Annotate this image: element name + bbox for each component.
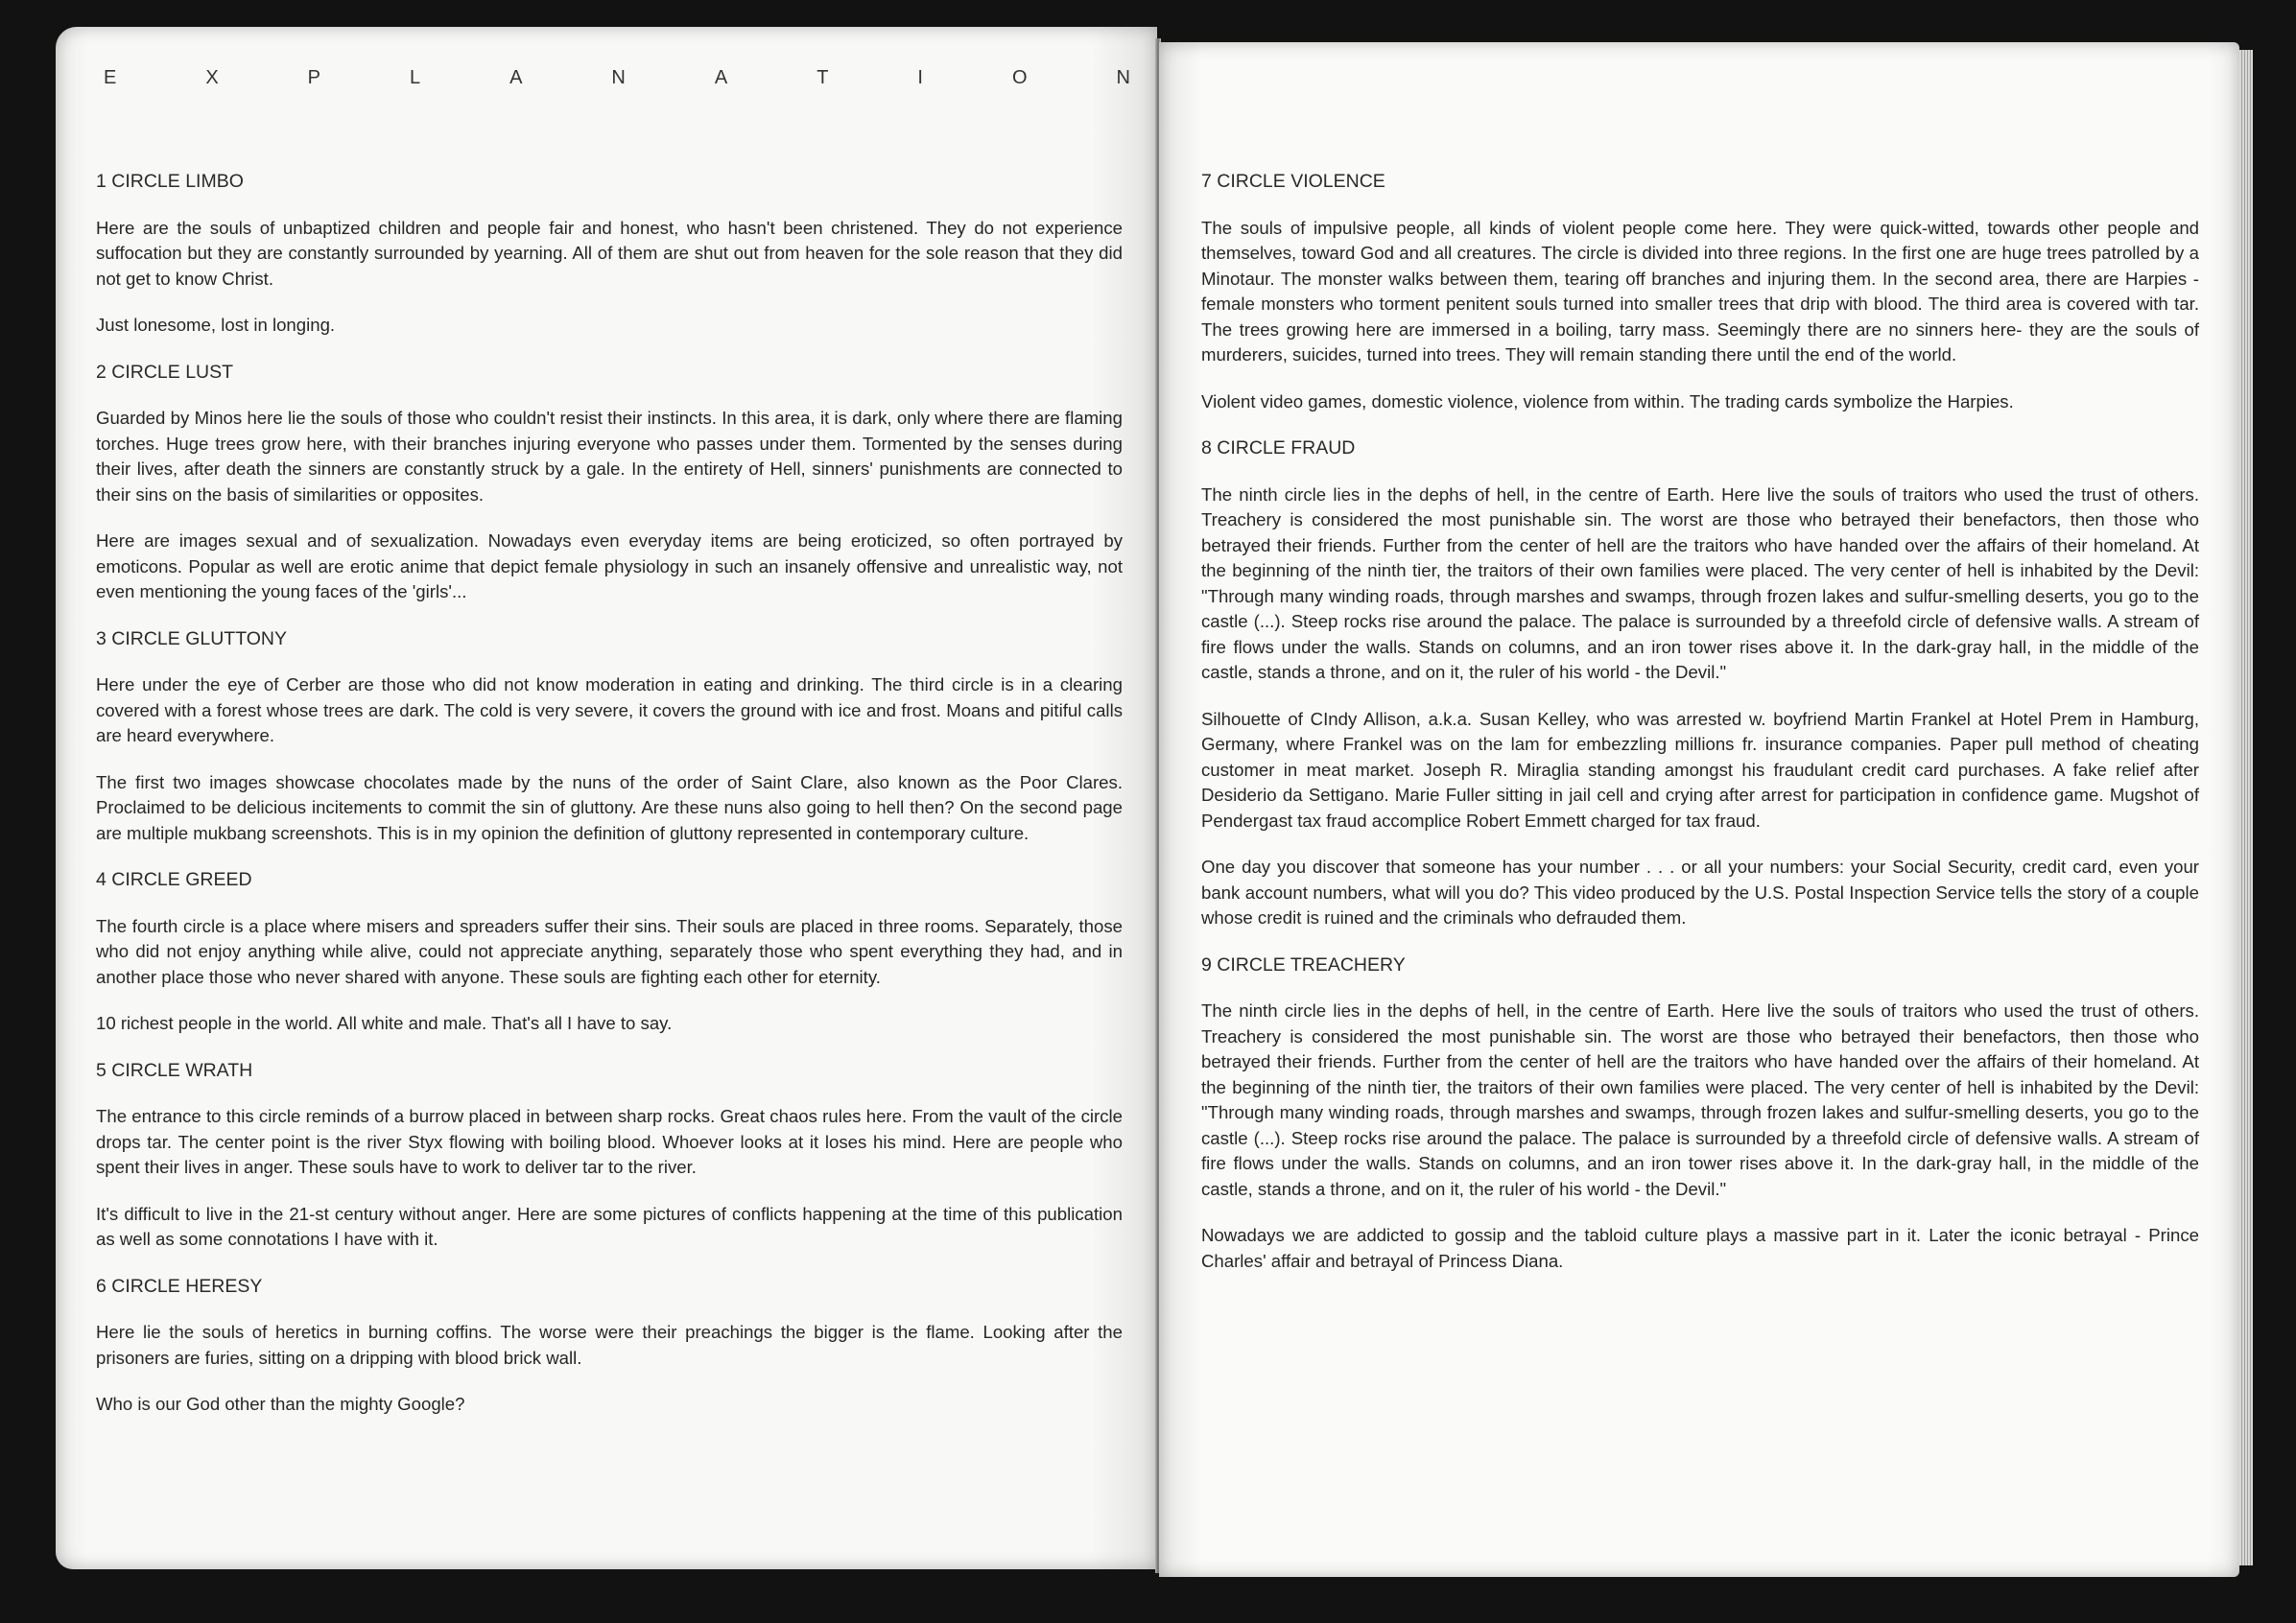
section-paragraph: The fourth circle is a place where misers and spreaders suffer their sins. Their souls are placed in three rooms. Separately, those who did not enjoy anything while alive, could not appreciate anything, separately those who spent everything they had, and in another place those who never shared with anyone. These souls are fighting each other for eternity. [96,915,1123,987]
section-heading: 2 CIRCLE LUST [96,361,234,383]
section-heading: 8 CIRCLE FRAUD [1201,437,1356,459]
title-letter: X [205,67,219,88]
section-heading: 1 CIRCLE LIMBO [96,171,244,192]
section-heading: 5 CIRCLE WRATH [96,1059,253,1081]
left-column [96,169,1123,1439]
section-heading: 4 CIRCLE GREED [96,869,252,890]
section-paragraph: Guarded by Minos here lie the souls of those who couldn't resist their instincts. In this area, it is dark, only where there are flaming torches. Huge trees grow here, with their branches injuring everyone who passes under them. Tormented by the senses during their lives, after death the sinners are constantly struck by a gale. In the entirety of Hell, sinners' punishments are connected to their sins on the basis of similarities or opposites. [96,408,1123,505]
section-paragraph: The entrance to this circle reminds of a burrow placed in between sharp rocks. Great chaos rules here. From the vault of the circle drops tar. The center point is the river Styx flowing with boiling blood. Whoever looks at it loses his mind. Here are people who spent their lives in anger. These souls have to work to deliver tar to the river. [96,1106,1123,1177]
title-letter: O [1011,67,1028,88]
section-paragraph: Just lonesome, lost in longing. [96,315,336,335]
section-paragraph: The ninth circle lies in the dephs of hell, in the centre of Earth. Here live the souls of traitors who used the trust of others. Treachery is considered the most punishable sin. The worst are those who betrayed their benefactors, then those who betrayed their friends. Further from the center of hell are the traitors who have handed over the affairs of their homeland. At the beginning of the ninth tier, the traitors of their own families were placed. The very center of hell is inhabited by the Devil: "Through many winding roads, through marshes and swamps, through frozen lakes and sulfur-smelling deserts, you go to the castle (...). Steep rocks rise around the palace. The palace is surrounded by a threefold circle of defensive walls. A stream of fire flows under the walls. Stands on columns, and an iron tower rises above it. In the dark-gray hall, in the middle of the castle, stands a throne, and on it, the ruler of his world - the Devil." [1201,483,2199,682]
section-paragraph: Silhouette of CIndy Allison, a.k.a. Susan Kelley, who was arrested w. boyfriend Martin Frankel at Hotel Prem in Hamburg, Germany, where Frankel was on the lam for embezzling millions fr. insurance companies. Paper pull method of cheating customer in meat market. Joseph R. Miraglia standing amongst his fraudulant credit card purchases. A fake relief after Desiderio da Settigano. Marie Fuller sitting in jail cell and crying after arrest for participation in confidence game. Mugshot of Pendergast tax fraud accomplice Robert Emmett charged for tax fraud. [1201,708,2199,831]
section-paragraph: The souls of impulsive people, all kinds of violent people come here. They were quick-witted, towards other people and themselves, toward God and all creatures. The circle is divided into three regions. In the first one are huge trees patrolled by a Minotaur. The monster walks between them, tearing off branches and injuring them. In the second area, there are Harpies - female monsters who torment penitent souls turned into smaller trees that drip with blood. The third area is covered with tar. The trees growing here are immersed in a boiling, tarry mass. Seemingly there are no sinners here- they are the souls of murderers, suicides, turned into trees. They will remain standing there until the end of the world. [1201,217,2199,365]
section-paragraph: Here lie the souls of heretics in burning coffins. The worse were their preachings the bigger is the flame. Looking after the prisoners are furies, sitting on a dripping with blood brick wall. [96,1322,1123,1368]
section-paragraph: Here are the souls of unbaptized children and people fair and honest, who hasn't been christened. They do not experience suffocation but they are constantly surrounded by yearning. All of them are shut out from heaven for the sole reason that they did not get to know Christ. [96,217,1123,289]
title-letter: T [817,67,829,88]
section-heading: 9 CIRCLE TREACHERY [1201,953,1406,976]
title-letter: I [917,67,923,88]
title-letter: L [409,67,421,88]
title-letter: N [611,67,626,88]
section-paragraph: Who is our God other than the mighty Google? [96,1394,465,1414]
section-paragraph: Nowadays we are addicted to gossip and the tabloid culture plays a massive part in it. Later the iconic betrayal - Prince Charles' affair and betrayal of Princess Diana. [1201,1225,2199,1271]
page-title [104,67,1130,89]
section-heading: 3 CIRCLE GLUTTONY [96,627,288,649]
section-paragraph: It's difficult to live in the 21-st century without anger. Here are some pictures of conflicts happening at the time of this publication as well as some connotations I have with it. [96,1203,1123,1249]
section-heading: 7 CIRCLE VIOLENCE [1201,171,1385,192]
section-paragraph: The first two images showcase chocolates made by the nuns of the order of Saint Clare, also known as the Poor Clares. Proclaimed to be delicious incitements to commit the sin of gluttony. Are these nuns also going to hell then? On the second page are multiple mukbang screenshots. This is in my opinion the definition of gluttony represented in contemporary culture. [96,771,1123,843]
section-heading: 6 CIRCLE HERESY [96,1275,263,1297]
section-paragraph: Violent video games, domestic violence, violence from within. The trading cards symbolize the Harpies. [1201,390,2014,412]
section-paragraph: Here are images sexual and of sexualization. Nowadays even everyday items are being eroticized, so often portrayed by emoticons. Popular as well are erotic anime that depict female physiology in such an insanely offensive and unrealistic way, not even mentioning the young faces of the 'girls'... [96,530,1123,601]
section-paragraph: The ninth circle lies in the dephs of hell, in the centre of Earth. Here live the souls of traitors who used the trust of others. Treachery is considered the most punishable sin. The worst are those who betrayed their benefactors, then those who betrayed their friends. Further from the center of hell are the traitors who have handed over the affairs of their homeland. At the beginning of the ninth tier, the traitors of their own families were placed. The very center of hell is inhabited by the Devil: "Through many winding roads, through marshes and swamps, through frozen lakes and sulfur-smelling deserts, you go to the castle (...). Steep rocks rise around the palace. The palace is surrounded by a threefold circle of defensive walls. A stream of fire flows under the walls. Stands on columns, and an iron tower rises above it. In the dark-gray hall, in the middle of the castle, stands a throne, and on it, the ruler of his world - the Devil." [1201,1000,2199,1199]
title-letter: N [1116,67,1130,88]
title-letter: A [714,67,728,88]
title-letter: E [104,67,117,88]
title-letter: P [307,67,320,88]
right-column [1201,169,2199,1295]
section-paragraph: 10 richest people in the world. All white and male. That's all I have to say. [96,1013,673,1033]
page-edge [2239,50,2253,1565]
title-letter: A [509,67,523,88]
section-paragraph: One day you discover that someone has your number . . . or all your numbers: your Social Security, credit card, even your bank account numbers, what will you do? This video produced by the U.S. Postal Inspection Service tells the story of a couple whose credit is ruined and the criminals who defrauded them. [1201,857,2199,928]
section-paragraph: Here under the eye of Cerber are those who did not know moderation in eating and drinking. The third circle is in a clearing covered with a forest whose trees are dark. The cold is very severe, it covers the ground with ice and frost. Moans and pitiful calls are heard everywhere. [96,674,1123,745]
